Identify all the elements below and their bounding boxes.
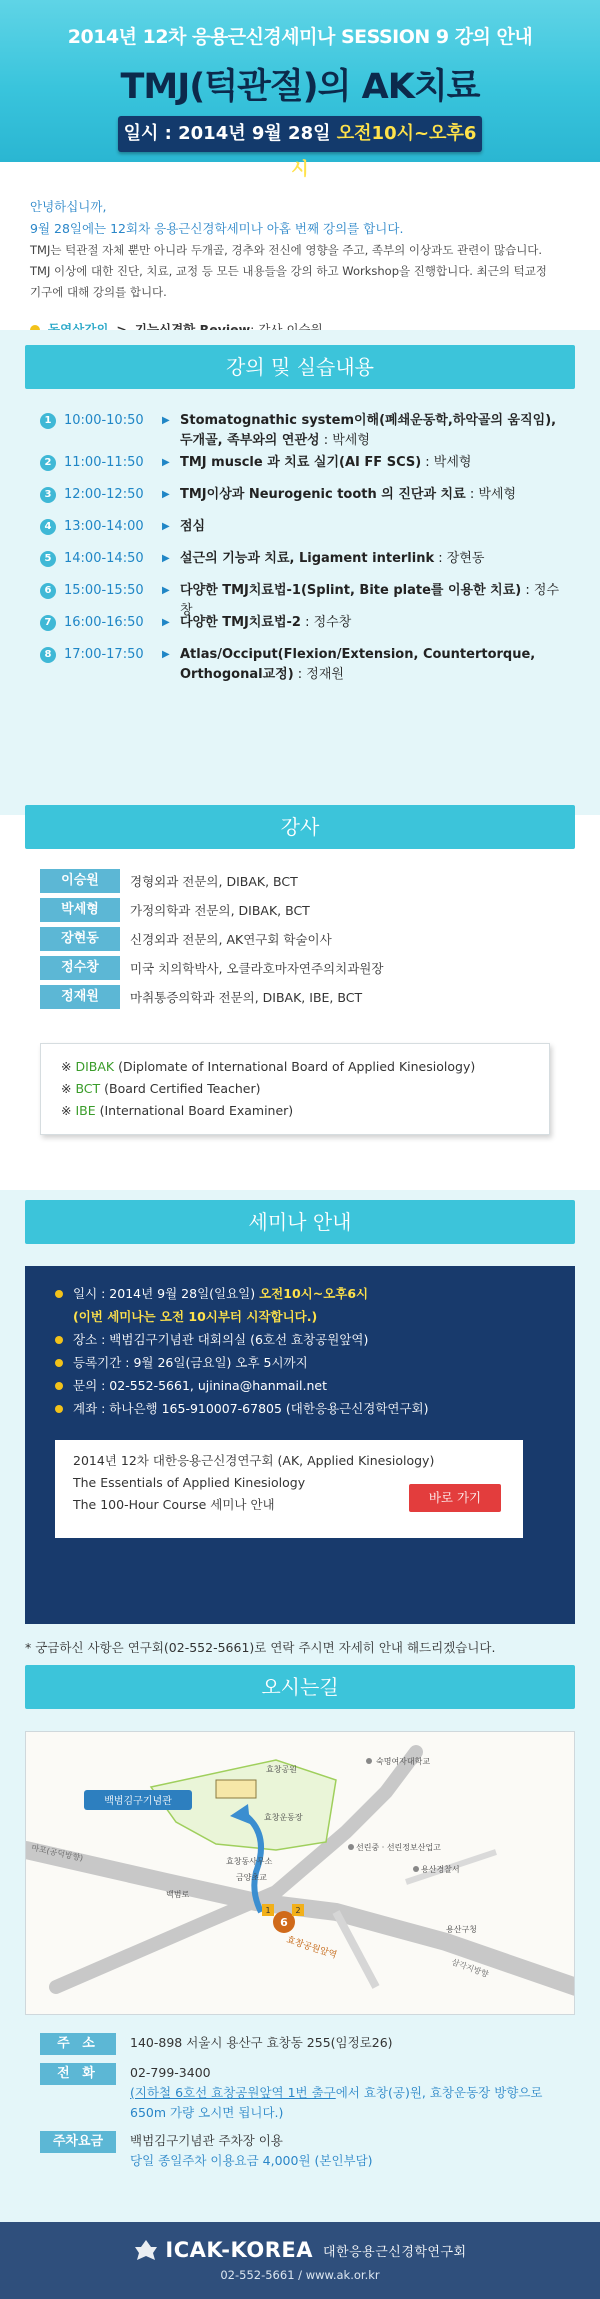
schedule-item: [25, 517, 575, 549]
credential-note: [61, 1056, 529, 1078]
schedule-title: 설근의 기능과 치료, Ligament interlink: [180, 551, 435, 566]
triangle-right-icon: ▶: [162, 521, 170, 532]
number-badge: 3: [40, 487, 56, 503]
schedule-speaker: : 정수창: [305, 615, 352, 630]
schedule-speaker: : 정수창: [180, 583, 560, 618]
seminar-contact-text: 문의 : 02-552-5661, ujinina@hanmail.net: [73, 1378, 327, 1393]
note-mark: ※: [61, 1081, 76, 1096]
schedule-item: [25, 613, 575, 645]
instructor-row: [25, 985, 575, 1009]
intro-lead: 9월 28일에는 12회차 응용근신경학세미나 아홉 번째 강의를 합니다.: [30, 221, 404, 236]
map-graphic: [26, 1732, 575, 2015]
address-block: [25, 2033, 575, 2171]
number-badge: 1: [40, 413, 56, 429]
schedule-time: 16:00-16:50: [64, 615, 144, 630]
triangle-right-icon: ▶: [162, 489, 170, 500]
instructor-list: [25, 869, 575, 1009]
seminar-heading: 세미나 안내: [25, 1200, 575, 1244]
map-label: 선린중 · 선린정보산업고: [356, 1843, 441, 1852]
instructor-name: 정재원: [40, 985, 120, 1009]
schedule-time: 13:00-14:00: [64, 519, 144, 534]
credential-notes: [40, 1043, 550, 1135]
intro-desc-3: 기구에 대해 강의를 합니다.: [30, 285, 167, 299]
schedule-list: [25, 389, 575, 687]
schedule-title: Stomatognathic system이해(폐쇄운동학,하악골의 움직임), 두개골, 족부와의 연관성: [180, 413, 557, 448]
address-label: 주 소: [40, 2033, 116, 2055]
instructor-desc: 가정의학과 전문의, DIBAK, BCT: [130, 903, 310, 918]
footer: [0, 2222, 600, 2299]
number-badge: 7: [40, 615, 56, 631]
schedule-heading: 강의 및 실습내용: [25, 345, 575, 389]
schedule-speaker: : 박세형: [469, 487, 517, 502]
date-highlight: 오전10시~오후6시: [291, 123, 477, 180]
phone-route: [130, 2063, 560, 2123]
seminar-account-text: 계좌 : 하나은행 165-910007-67805 (대한응용근신경학연구회): [73, 1401, 429, 1416]
credential-note: [61, 1078, 529, 1100]
seminar-period-text: 등록기간 : 9월 26일(금요일) 오후 5시까지: [73, 1355, 308, 1370]
org-name: 대한응용근신경학연구회: [322, 2244, 467, 2260]
schedule-text: [180, 549, 570, 581]
seminar-info-box: [25, 1266, 575, 1624]
map-label: 마포(공덕방향): [30, 1843, 84, 1863]
number-badge: 5: [40, 551, 56, 567]
seminar-place-text: 장소 : 백범김구기념관 대회의실 (6호선 효창공원앞역): [73, 1332, 369, 1347]
phone-value: 02-799-3400: [130, 2065, 211, 2080]
seminar-time: 오전10시~오후6시: [259, 1286, 369, 1301]
schedule-text: [180, 517, 570, 549]
schedule-text: [180, 645, 570, 687]
building-label: 백범김구기념관: [104, 1796, 172, 1807]
schedule-text: [180, 411, 570, 453]
map-label: 숙명여자대학교: [376, 1757, 431, 1766]
footer-logo: [0, 2238, 600, 2262]
credential-note: [61, 1100, 529, 1122]
schedule-title: TMJ이상과 Neurogenic tooth 의 진단과 치료: [180, 487, 466, 502]
seminar-place: [55, 1328, 545, 1351]
intro-desc-1: TMJ는 턱관절 자체 뿐만 아니라 두개골, 경추와 전신에 영향을 주고, 족부의 이상과도 관련이 많습니다.: [30, 243, 543, 257]
session-subtitle: 2014년 12차 응용근신경세미나 SESSION 9 강의 안내: [67, 26, 533, 48]
schedule-title: 다양한 TMJ치료법-2: [180, 615, 301, 630]
instructor-row: [25, 898, 575, 922]
inquiry-note: * 궁금하신 사항은 연구회(02-552-5661)로 연락 주시면 자세히 안내 해드리겠습니다.: [25, 1640, 496, 1655]
date-box: [118, 116, 482, 180]
schedule-time: 15:00-15:50: [64, 583, 144, 598]
instructor-name: 박세형: [40, 898, 120, 922]
date-prefix: 일시 : 2014년 9월 28일: [123, 123, 337, 144]
schedule-time: 10:00-10:50: [64, 413, 144, 428]
schedule-title: 점심: [180, 519, 206, 534]
note-mark: ※: [61, 1103, 76, 1118]
map-label: 백범로: [166, 1890, 190, 1899]
bullet-dot-icon: [55, 1290, 63, 1298]
number-badge: 2: [40, 455, 56, 471]
bullet-dot-icon: [55, 1336, 63, 1344]
schedule-item: [25, 485, 575, 517]
schedule-speaker: : 정재원: [297, 667, 344, 682]
page-title: TMJ(턱관절)의 AK치료: [120, 67, 480, 107]
instructor-desc: 경형외과 전문의, DIBAK, BCT: [130, 874, 298, 889]
schedule-section: [25, 345, 575, 687]
schedule-speaker: : 박세형: [323, 433, 370, 448]
triangle-right-icon: ▶: [162, 617, 170, 628]
course-line-3: The 100-Hour Course 세미나 안내: [73, 1497, 275, 1512]
triangle-right-icon: ▶: [162, 649, 170, 660]
station-number: 6: [280, 1916, 288, 1929]
route-rest: 에서 효창(공)원, 효창운동장 방향으로 650m 가량 오시면 됩니다.): [130, 2085, 543, 2120]
triangle-right-icon: ▶: [162, 415, 170, 426]
directions-section: [25, 1665, 575, 2179]
intro: [0, 162, 600, 341]
seminar-contact: [55, 1374, 545, 1397]
course-info-card: [55, 1440, 523, 1538]
instructors-section: [25, 805, 575, 1135]
schedule-item: [25, 581, 575, 618]
exit-number: 2: [295, 1906, 301, 1915]
exit-number: 1: [265, 1906, 271, 1915]
instructor-row: [25, 956, 575, 980]
schedule-time: 11:00-11:50: [64, 455, 144, 470]
route-link[interactable]: (지하철 6호선 효창공원앞역 1번 출구: [130, 2085, 336, 2100]
brand-name: ICAK-KOREA: [165, 2238, 313, 2262]
parking-line-1: 백범김구기념관 주차장 이용: [130, 2133, 283, 2148]
header-banner: [0, 0, 600, 180]
phone-label: 전 화: [40, 2063, 116, 2085]
map-label: 용산경찰서: [421, 1865, 460, 1874]
schedule-text: [180, 485, 570, 517]
intro-desc-2: TMJ 이상에 대한 진단, 치료, 교정 등 모든 내용들을 강의 하고 Workshop을 진행합니다. 최근의 턱교정: [30, 264, 547, 278]
instructor-name: 정수창: [40, 956, 120, 980]
map-label: 삼각지방향: [450, 1957, 490, 1980]
note-text: (Board Certified Teacher): [100, 1081, 261, 1096]
bullet-dot-icon: [55, 1405, 63, 1413]
seminar-date-label: 일시 : 2014년 9월 28일(일요일): [73, 1286, 260, 1301]
number-badge: 4: [40, 519, 56, 535]
map-label: 효창공원앞역: [285, 1935, 338, 1961]
parking-value: [130, 2131, 560, 2171]
instructor-desc: 마취통증의학과 전문의, DIBAK, IBE, BCT: [130, 990, 363, 1005]
address-value: 140-898 서울시 용산구 효창동 255(임정로26): [130, 2035, 393, 2050]
schedule-item: [25, 411, 575, 453]
map-label: 효창운동장: [264, 1813, 303, 1822]
note-abbr: DIBAK: [75, 1059, 115, 1074]
course-line-2: The Essentials of Applied Kinesiology: [73, 1475, 306, 1490]
bullet-dot-icon: [55, 1382, 63, 1390]
greeting: 안녕하십니까,: [30, 199, 107, 214]
schedule-time: 12:00-12:50: [64, 487, 144, 502]
number-badge: 6: [40, 583, 56, 599]
location-map[interactable]: [25, 1731, 575, 2015]
note-abbr: IBE: [75, 1103, 96, 1118]
note-text: (Diplomate of International Board of Applied Kinesiology): [114, 1059, 476, 1074]
triangle-right-icon: ▶: [162, 585, 170, 596]
footer-contact[interactable]: 02-552-5661 / www.ak.or.kr: [220, 2268, 380, 2282]
instructor-row: [25, 869, 575, 893]
icak-logo-icon: [133, 2239, 159, 2261]
map-label: 금양초교: [236, 1873, 267, 1882]
seminar-section: [25, 1200, 575, 1656]
schedule-title: TMJ muscle 과 치료 실기(AI FF SCS): [180, 455, 422, 470]
seminar-date-note: (이번 세미나는 오전 10시부터 시작합니다.): [73, 1309, 318, 1324]
schedule-title: 다양한 TMJ치료법-1(Splint, Bite plate를 이용한 치료): [180, 583, 522, 598]
instructor-row: [25, 927, 575, 951]
schedule-time: 17:00-17:50: [64, 647, 144, 662]
triangle-right-icon: ▶: [162, 553, 170, 564]
schedule-text: [180, 613, 570, 645]
schedule-time: 14:00-14:50: [64, 551, 144, 566]
schedule-speaker: : 장현동: [438, 551, 485, 566]
go-now-button[interactable]: 바로 가기: [409, 1484, 501, 1512]
parking-label: 주차요금: [40, 2131, 116, 2153]
schedule-item: [25, 453, 575, 485]
map-label: 효창동사무소: [226, 1857, 273, 1866]
bullet-dot-icon: [55, 1359, 63, 1367]
note-text: (International Board Examiner): [95, 1103, 294, 1118]
schedule-speaker: : 박세형: [425, 455, 472, 470]
instructor-name: 장현동: [40, 927, 120, 951]
schedule-item: [25, 549, 575, 581]
instructor-name: 이승원: [40, 869, 120, 893]
instructors-heading: 강사: [25, 805, 575, 849]
course-line-1: 2014년 12차 대한응용근신경연구회 (AK, Applied Kinesiology): [73, 1453, 435, 1468]
directions-heading: 오시는길: [25, 1665, 575, 1709]
map-label: 효창공원: [266, 1765, 297, 1774]
schedule-text: [180, 581, 570, 618]
number-badge: 8: [40, 647, 56, 663]
map-label: 용산구청: [446, 1925, 477, 1934]
instructor-desc: 미국 치의학박사, 오클라호마자연주의치과원장: [130, 961, 384, 976]
note-mark: ※: [61, 1059, 76, 1074]
schedule-title: Atlas/Occiput(Flexion/Extension, Countertorque, Orthogonal교정): [180, 647, 536, 682]
schedule-text: [180, 453, 570, 485]
seminar-account: [55, 1397, 545, 1420]
instructor-desc: 신경외과 전문의, AK연구회 학술이사: [130, 932, 332, 947]
note-abbr: BCT: [75, 1081, 101, 1096]
parking-line-2: 당일 종일주차 이용요금 4,000원 (본인부담): [130, 2153, 373, 2168]
seminar-period: [55, 1351, 545, 1374]
seminar-date: [55, 1282, 545, 1328]
schedule-item: [25, 645, 575, 687]
triangle-right-icon: ▶: [162, 457, 170, 468]
